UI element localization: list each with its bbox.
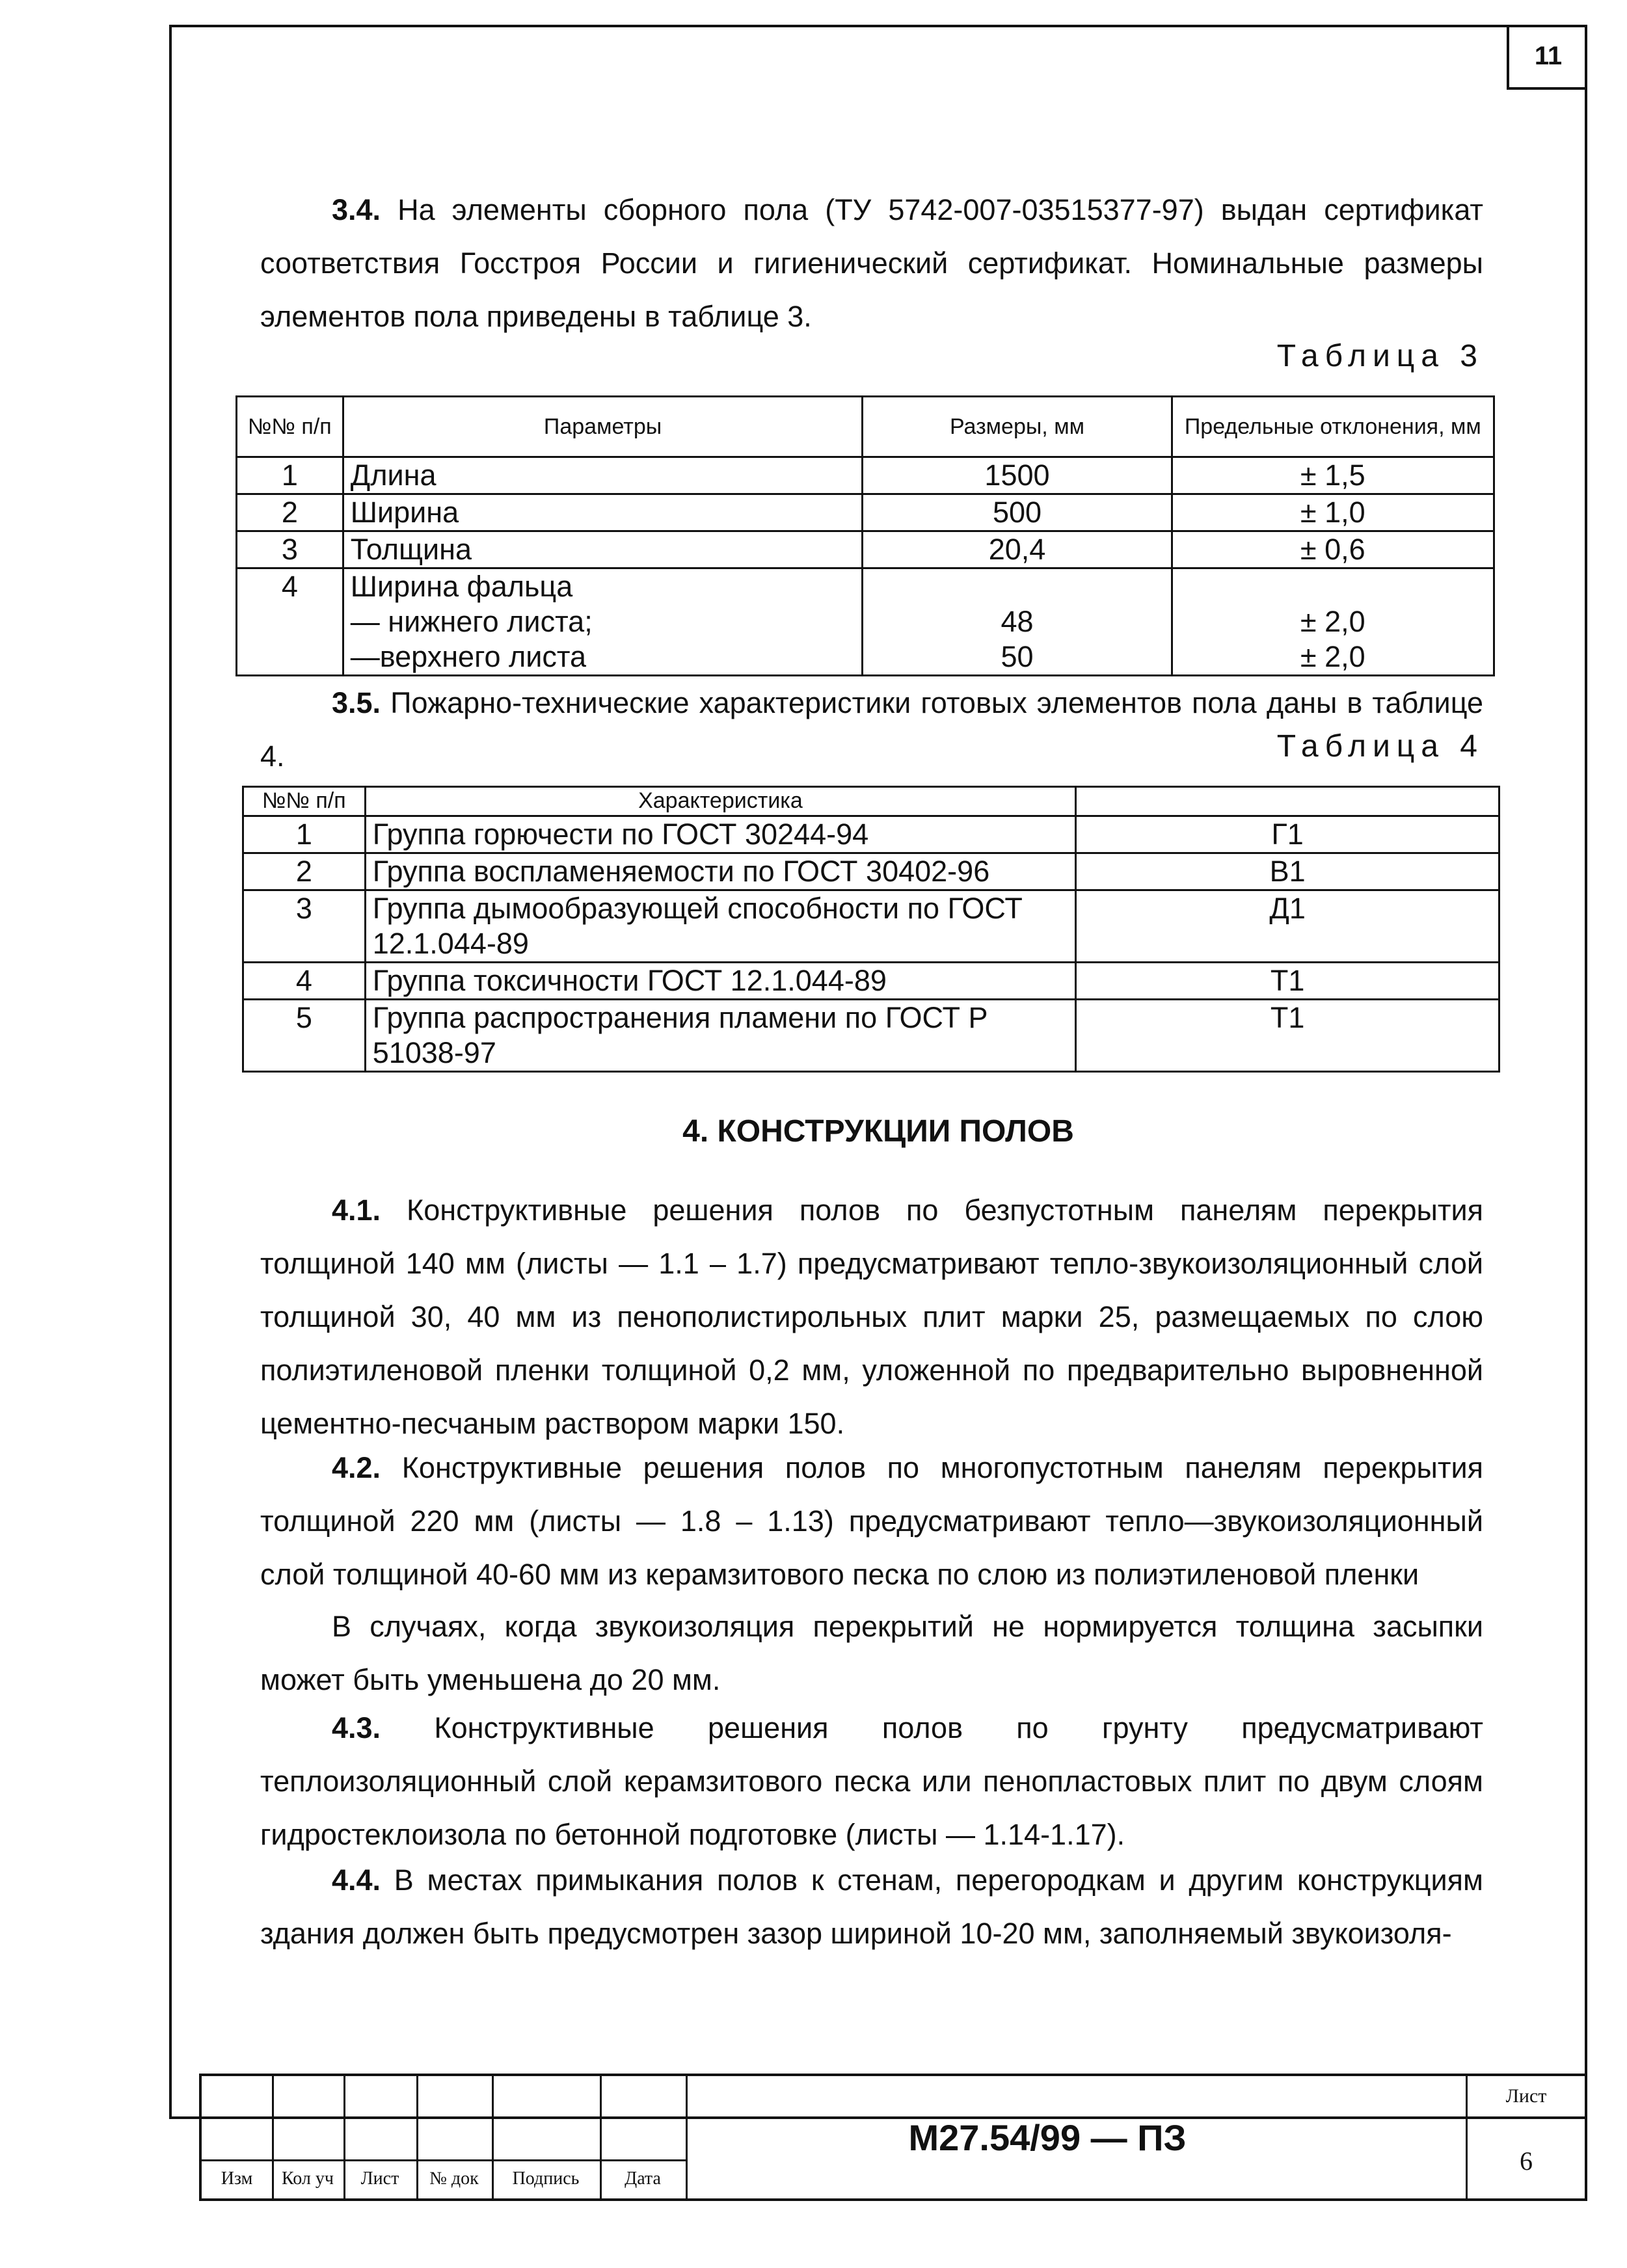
paragraph-number: 4.1. [332, 1194, 381, 1227]
value-cell: В1 [1076, 853, 1499, 890]
revision-grid [202, 2076, 686, 2198]
paragraph-4-1 [260, 1184, 1483, 1450]
characteristic-cell: Группа воспламеняемости по ГОСТ 30402-96 [365, 853, 1076, 890]
size-cell [863, 568, 1172, 676]
size-cell: 1500 [863, 457, 1172, 494]
header-cell: Параметры [343, 397, 863, 457]
paragraph-3-4 [260, 183, 1483, 343]
characteristic-cell: Группа горючести по ГОСТ 30244-94 [365, 816, 1076, 853]
stamp-label: Подпись [512, 2168, 580, 2189]
value-cell: Т1 [1076, 963, 1499, 1000]
size-upper: 50 [1001, 640, 1034, 673]
deviation-lower: ± 2,0 [1300, 605, 1365, 638]
table-row [243, 963, 1499, 1000]
table-row [243, 1000, 1499, 1072]
value-cell: Г1 [1076, 816, 1499, 853]
paragraph-4-2 [260, 1441, 1483, 1601]
header-cell [1076, 787, 1499, 816]
sheet-box [1466, 2076, 1585, 2198]
header-cell: №№ п/п [243, 787, 366, 816]
table-header-row [243, 787, 1499, 816]
param-cell: Толщина [343, 531, 863, 568]
row-number: 2 [237, 494, 343, 531]
characteristic-cell: Группа распространения пламени по ГОСТ Р 51038-97 [365, 1000, 1076, 1072]
value-cell: Т1 [1076, 1000, 1499, 1072]
table-row [237, 457, 1494, 494]
value-cell: Д1 [1076, 890, 1499, 963]
table-row [237, 568, 1494, 676]
deviation-cell [1172, 568, 1494, 676]
paragraph-text: Пожарно-технические характеристики готовых элементов пола даны в таблице 4. [260, 686, 1483, 773]
param-cell: Длина [343, 457, 863, 494]
row-number: 3 [237, 531, 343, 568]
stamp-label: Изм [221, 2168, 253, 2189]
sheet-number: 6 [1520, 2146, 1533, 2176]
param-cell: Ширина [343, 494, 863, 531]
row-number: 4 [243, 963, 366, 1000]
paragraph-text: В местах примыкания полов к стенам, перегородкам и другим конструкциям здания должен быть предусмотрен зазор шириной 10-20 мм, заполняемый звукоизоля- [260, 1863, 1483, 1950]
table-header-row [237, 397, 1494, 457]
paragraph-text: Конструктивные решения полов по многопустотным панелям перекрытия толщиной 220 мм (листы — 1.8 – 1.13) предусматривают тепло—звукоизоляционный слой толщиной 40-60 мм из керамзитового песка по слою из полиэтиленовой пленки [260, 1451, 1483, 1591]
characteristic-cell: Группа токсичности ГОСТ 12.1.044-89 [365, 963, 1076, 1000]
header-cell: Предельные отклонения, мм [1172, 397, 1494, 457]
table-3-caption: Таблица 3 [1276, 339, 1484, 373]
param-sub-lower: — нижнего листа; [350, 605, 593, 638]
param-title: Ширина фальца [350, 570, 573, 603]
title-block [199, 2074, 1587, 2201]
paragraph-number: 3.4. [332, 193, 381, 226]
table-4-caption: Таблица 4 [1276, 729, 1484, 764]
size-cell: 500 [863, 494, 1172, 531]
size-lower: 48 [1001, 605, 1034, 638]
row-number: 5 [243, 1000, 366, 1072]
stamp-label: Дата [625, 2168, 661, 2189]
paragraph-number: 4.4. [332, 1863, 381, 1897]
table-row [237, 494, 1494, 531]
deviation-cell: ± 0,6 [1172, 531, 1494, 568]
header-cell: №№ п/п [237, 397, 343, 457]
stamp-label: Кол уч [282, 2168, 334, 2189]
paragraph-text: На элементы сборного пола (ТУ 5742-007-03515377-97) выдан сертификат соответствия Госстроя России и гигиенический сертификат. Номинальные размеры элементов пола приведены в таблице 3. [260, 193, 1483, 333]
stamp-label: № док [429, 2168, 479, 2189]
stamp-label: Лист [360, 2168, 399, 2189]
table-row [237, 531, 1494, 568]
header-cell: Размеры, мм [863, 397, 1172, 457]
sheet-label: Лист [1468, 2076, 1585, 2118]
table-row [243, 853, 1499, 890]
paragraph-4-3 [260, 1701, 1483, 1861]
document-code: М27.54/99 — ПЗ [686, 2076, 1407, 2198]
paragraph-number: 4.2. [332, 1451, 381, 1484]
page-number: 11 [1507, 25, 1587, 90]
row-number: 3 [243, 890, 366, 963]
header-cell: Характеристика [365, 787, 1076, 816]
table-4 [242, 786, 1500, 1073]
paragraph-4-4 [260, 1854, 1483, 1960]
table-row [243, 816, 1499, 853]
deviation-cell: ± 1,0 [1172, 494, 1494, 531]
param-sub-upper: —верхнего листа [350, 640, 587, 673]
param-cell [343, 568, 863, 676]
table-row [243, 890, 1499, 963]
row-number: 4 [237, 568, 343, 676]
row-number: 1 [237, 457, 343, 494]
characteristic-cell: Группа дымообразующей способности по ГОСТ 12.1.044-89 [365, 890, 1076, 963]
deviation-upper: ± 2,0 [1300, 640, 1365, 673]
paragraph-text: Конструктивные решения полов по безпустотным панелям перекрытия толщиной 140 мм (листы — 1.1 – 1.7) предусматривают тепло-звукоизоляционный слой толщиной 30, 40 мм из пенополистирольных плит марки 25, размещаемых по слою полиэтиленовой пленки толщиной 0,2 мм, уложенной по предварительно выровненной цементно-песчаным раствором марки 150. [260, 1194, 1483, 1440]
row-number: 2 [243, 853, 366, 890]
size-cell: 20,4 [863, 531, 1172, 568]
paragraph-number: 4.3. [332, 1711, 381, 1744]
table-3 [235, 395, 1495, 676]
row-number: 1 [243, 816, 366, 853]
paragraph-number: 3.5. [332, 686, 381, 719]
deviation-cell: ± 1,5 [1172, 457, 1494, 494]
paragraph-text: Конструктивные решения полов по грунту предусматривают теплоизоляционный слой керамзитового песка или пенопластовых плит по двум слоям гидростеклоизола по бетонной подготовке (листы — 1.14-1.17). [260, 1711, 1483, 1851]
section-title: 4. КОНСТРУКЦИИ ПОЛОВ [682, 1114, 1074, 1149]
paragraph-4-2-note: В случаях, когда звукоизоляция перекрытий не нормируется толщина засыпки может быть уменьшена до 20 мм. [260, 1610, 1483, 1696]
